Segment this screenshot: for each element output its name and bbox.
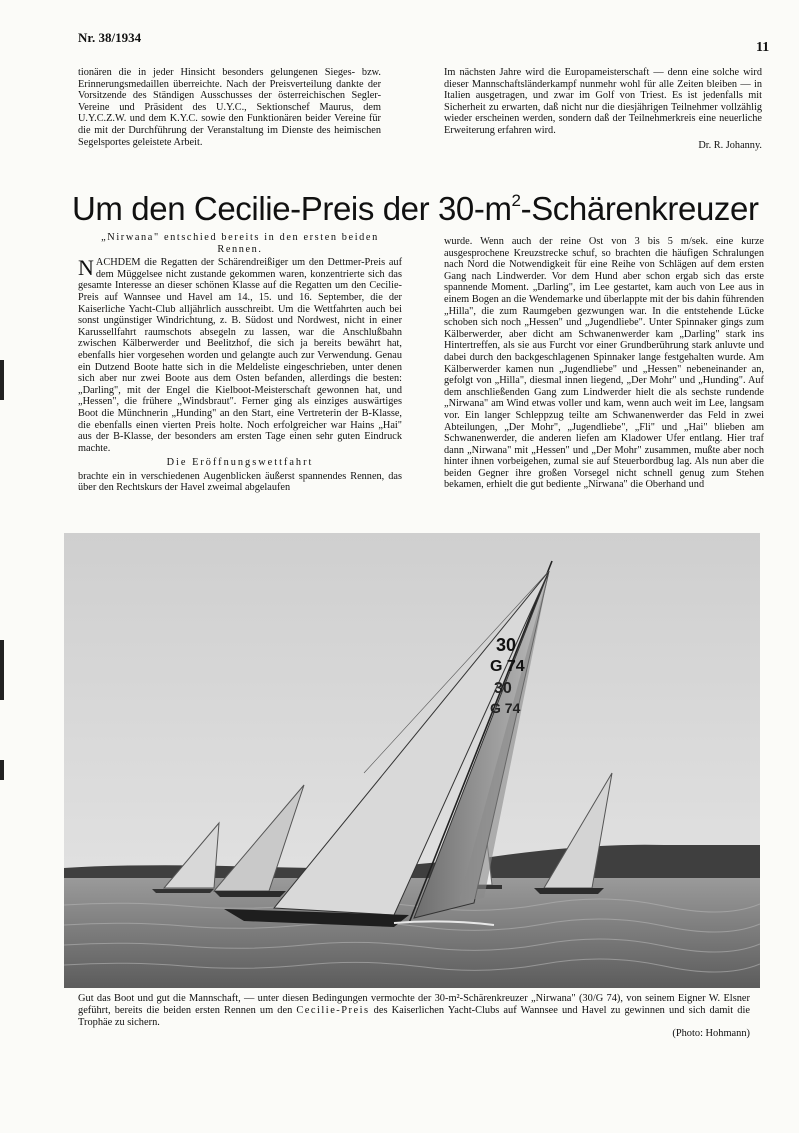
sail-code-bottom: G 74: [490, 700, 521, 716]
photo-svg: [64, 533, 760, 988]
article-subtitle: „Nirwana" entschied bereits in den ersten beiden Rennen.: [101, 232, 379, 255]
caption-text-a: Gut das Boot und gut die Mannschaft, — unter diesen Bedingungen vermochte der 30-m²-Schärenkreuzer „Nirwana" (30/G 74), von seinem Eigner W. Elsner geführt, bereits die beiden ersten Rennen um den: [78, 993, 750, 1016]
photo-caption: [78, 993, 750, 1040]
author-signature: Dr. R. Johanny.: [698, 139, 762, 151]
caption-text-b: des Kaiserlichen Yacht-Clubs auf Wannsee und Havel zu gewinnen und sich damit die Trophäe zu sichern.: [78, 1004, 750, 1028]
top-right-column: [444, 67, 762, 151]
drop-cap: N: [78, 255, 94, 281]
section-text: brachte ein in verschiedenen Augenblicken äußerst spannendes Rennen, das über den Rechtskurs der Havel zweimal abgelaufen: [78, 470, 402, 494]
right-column-text: wurde. Wenn auch der reine Ost von 3 bis 5 m/sek. eine kurze ausgesprochene Kreuzstrecke schuf, so brachten die häufigen Schralungen nach Nord die Notwendigkeit für eine Reihe von Schlägen auf dem ersten Gang nach Lindwerder. Vor dem Hund aber schon ergab sich das erste spannende Moment. „Darling", im Lee gestartet, kam auch von Lee aus in einem Bogen an die Wendemarke und überlappte mit der bis dahin führenden „Hilla", die zum Raumgeben gezwungen war. In die entstehende Lücke schoben sich noch „Hessen" und „Jugendliebe". Unter Spinnaker gings zum Kälberwerder, aber dicht am Schwanenwerder kam „Darling" stark ins Hintertreffen, als sie aus Furcht vor einer Grundberührung stark anluvte und dabei durch den backgeschlagenen Spinnaker lange festgehalten wurde. Am Kälberwerder kamen nun „Jugendliebe" und „Hessen" nebeneinander an, gefolgt von „Hilla", diesmal innen liegend, „Der Mohr" und „Hunding". Auf dem anschließenden Gang zum Lindwerder hielt die als sechste rundende „Nirwana" am Wind etwas voller und kam, wenn auch weit im Lee, langsam vor. Ein langer Schleppzug teilte am Schwanenwerder das Feld in zwei Abteilungen, „Der Mohr", „Jugendliebe", „Fli" und „Hai" blieben am Schwanenwerder, die anderen liefen am Kladower Ufer entlang. Hier traf dann „Nirwana" mit „Hessen" und „Der Mohr" zusammen, mußte aber noch hinter ihnen vorbeigehen, zumal sie auf Steuerbordbug lag. Als nun aber die beiden Gegner ihre großen Vorsegel nicht schnell genug zum Stehen bekamen, erhielt die gut bediente „Nirwana" die Oberhand und: [444, 236, 764, 491]
page-number: 11: [756, 40, 770, 55]
sailing-photo: [64, 533, 760, 988]
sail-number-top: 30: [496, 635, 517, 655]
caption-spaced: Cecilie-Preis: [296, 1004, 370, 1016]
binder-mark: [0, 760, 4, 780]
title-end: -Schärenkreuzer: [520, 190, 759, 227]
sail-number-bottom: 30: [494, 680, 512, 697]
article-right-column: [444, 236, 764, 491]
title-superscript: 2: [511, 191, 521, 210]
binder-mark: [0, 360, 4, 400]
issue-number: Nr. 38/1934: [78, 30, 142, 45]
article-intro: [78, 257, 402, 454]
article-left-column: [78, 232, 402, 494]
intro-text: ACHDEM die Regatten der Schärendreißiger um den Dettmer-Preis auf dem Müggelsee nicht zustande gekommen waren, konzentrierte sich das gesamte Interesse an dieser schönen Klasse auf die Regatten um den Cecilie-Preis auf Wannsee und Havel am 14., 15. und 16. September, die der Kaiserliche Yacht-Club alljährlich ausschreibt. Um die Wettfahrten auch bei sonst ungünstiger Windrichtung, z. B. Südost und Nordwest, nicht in einer Karussellfahrt raumschots absegeln zu lassen, war die Anschlußbahn zwischen Kälberwerder und Beelitzhof, die sich ja bereits bewährt hat, ebenfalls hier vorgesehen worden und gelangte auch zur Verwendung. Genau ein Dutzend Boote hatte sich in die Meldeliste eingeschrieben, unter denen sich aber nur zwei Boote aus dem Osten befanden, allerdings die besten: „Darling", mit der Engel die Kielboot-Meisterschaft gewonnen hat, und „Hessen", die frühere „Windsbraut". Ferner ging als einziges auswärtiges Boot die Münchnerin „Hunding" an den Start, eine Vertreterin der B-Klasse, die ebenfalls einen vierten Preis holte. Noch erfolgreicher war Hains „Hai" aus der B-Klasse, der besonders am ersten Tage einen sehr guten Eindruck machte.: [78, 257, 402, 454]
water: [64, 878, 760, 988]
top-left-text: tionären die in jeder Hinsicht besonders gelungenen Sieges- bzw. Erinnerungsmedaillen überreichte. Nach der Preisverteilung dankte der Vorsitzende des Ständigen Ausschusses der österreichischen Segler-Vereine und Präsident des U.Y.C., Sektionschef Maurus, dem U.Y.C.Z.W. und dem K.Y.C. sowie den Funktionären beider Vereine für die mit der Durchführung der Veranstaltung im Dienste des heimischen Segelsportes geleistete Arbeit.: [78, 67, 381, 148]
photo-credit: (Photo: Hohmann): [672, 1028, 750, 1040]
article-title: [72, 190, 772, 228]
top-right-text: Im nächsten Jahre wird die Europameisterschaft — denn eine solche wird dieser Mannschaftsländerkampf nunmehr wohl für alle Zeiten bleiben — in Italien ausgetragen, und zwar im Golf von Triest. Es ist jedenfalls mit Sicherheit zu erwarten, daß nicht nur die diesjährigen Teilnehmer vollzählig wieder erscheinen werden, sondern daß der Teilnehmerkreis eine neuerliche Erweiterung erfahren wird.: [444, 67, 762, 136]
binder-mark: [0, 640, 4, 700]
top-left-column: [78, 67, 381, 148]
title-main: Um den Cecilie-Preis der 30-m: [72, 190, 512, 227]
sail-code-top: G 74: [490, 658, 525, 675]
section-subhead: Die Eröffnungswettfahrt: [166, 457, 314, 469]
